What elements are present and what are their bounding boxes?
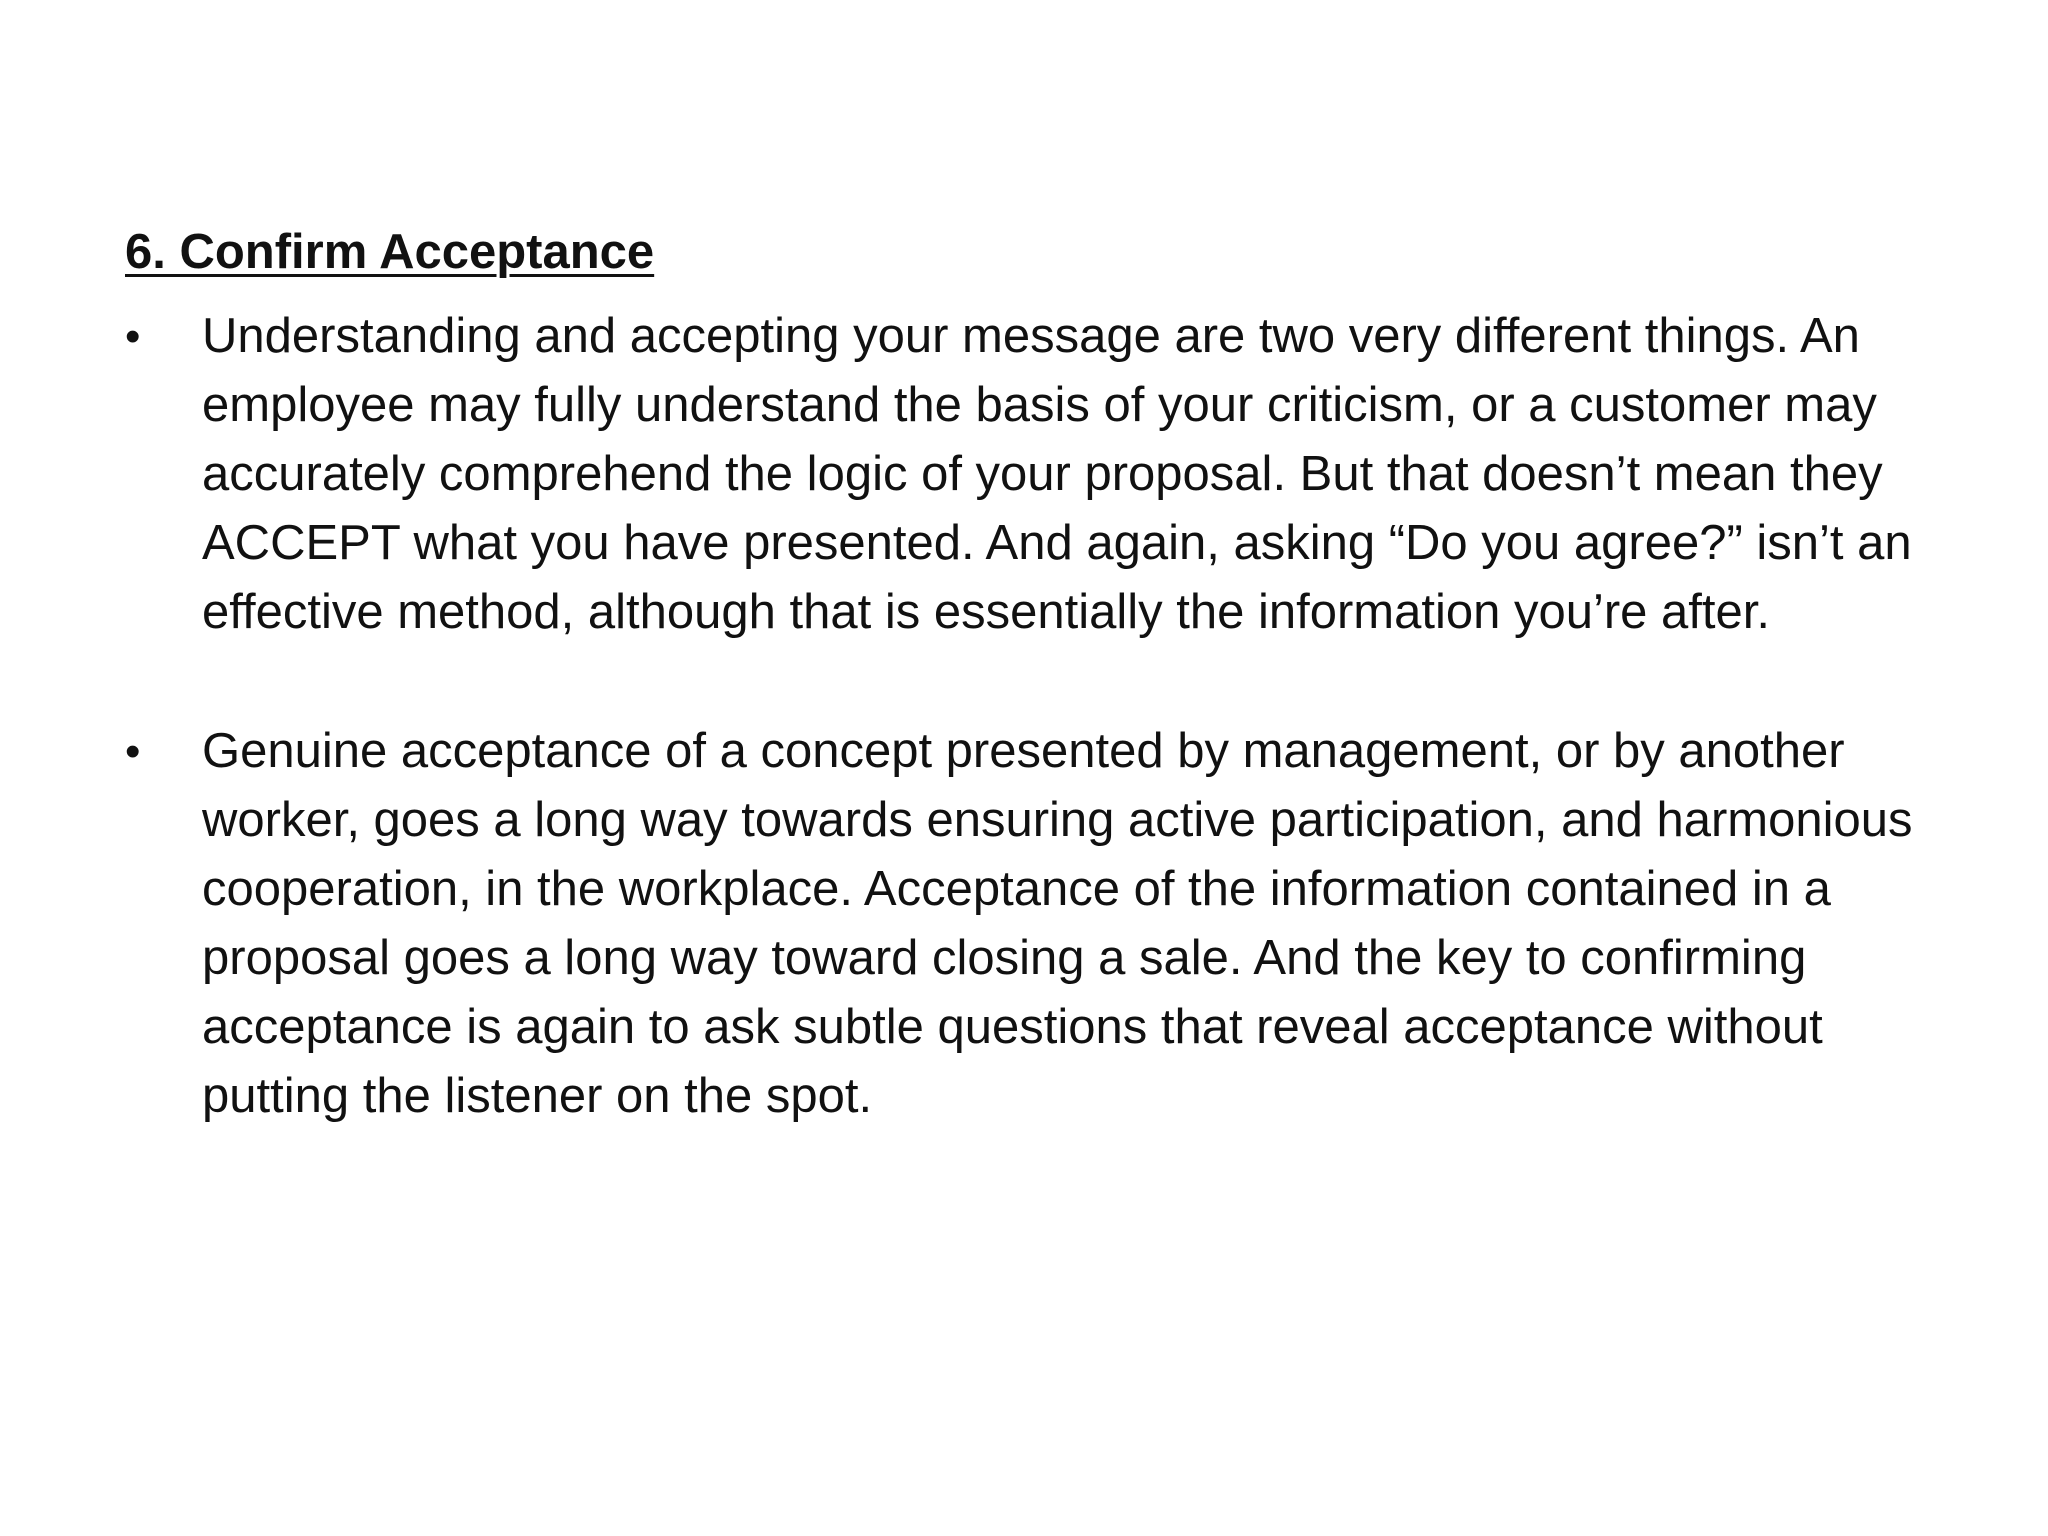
bullet-text-2: Genuine acceptance of a concept presented by management, or by another worker, goes a long way towards ensuring active participation, and harmonious cooperation, in the workplace. Acceptance of the information contained in a proposal goes a long way toward closing a sale. And the key to confirming acceptance is again to ask subtle questions that reveal acceptance without putting the listener on the spot. <box>202 724 1913 1123</box>
bullet-item-1 <box>125 302 1955 647</box>
bullet-list <box>125 302 1955 1131</box>
bullet-icon: • <box>125 312 141 361</box>
bullet-text-1: Understanding and accepting your message are two very different things. An employee may fully understand the basis of your criticism, or a customer may accurately comprehend the logic of your proposal. But that doesn’t mean they ACCEPT what you have presented. And again, asking “Do you agree?” isn’t an effective method, although that is essentially the information you’re after. <box>202 309 1912 639</box>
slide-heading: 6. Confirm Acceptance <box>125 225 655 279</box>
bullet-icon: • <box>125 727 141 776</box>
bullet-item-2 <box>125 717 1955 1131</box>
